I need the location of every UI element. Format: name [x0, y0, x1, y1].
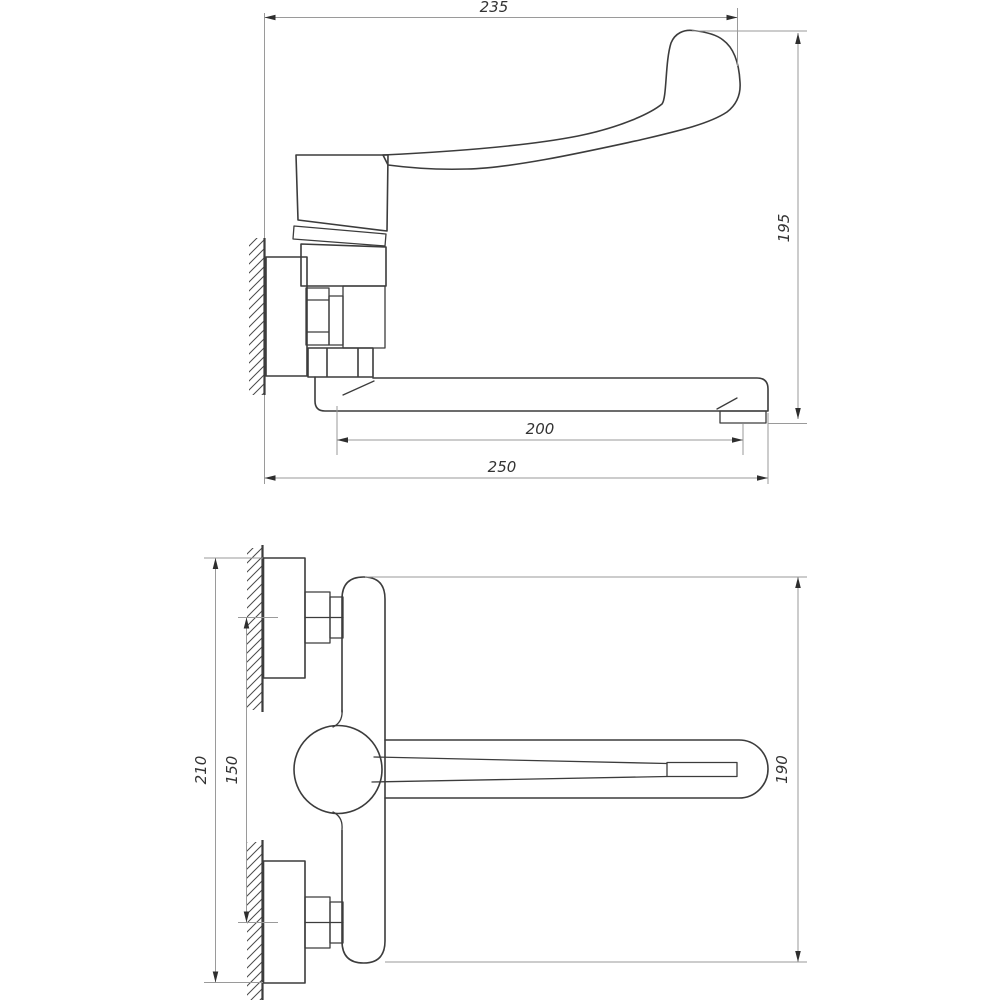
front-view — [192, 545, 807, 1000]
dimension-label-195: 195 — [775, 213, 793, 243]
body-circle-fillets — [333, 710, 342, 829]
dimension-label-190: 190 — [773, 755, 791, 784]
dimension-200 — [337, 406, 743, 455]
dimension-195 — [692, 31, 807, 424]
wall-hatch-lower — [247, 842, 263, 1000]
faucet-body — [342, 577, 385, 963]
dimension-190 — [365, 577, 807, 962]
inlet-connector-lower — [305, 897, 343, 948]
aerator — [720, 411, 766, 423]
spout — [315, 377, 768, 411]
spout-nut — [308, 348, 373, 377]
side-view — [249, 0, 807, 484]
spout-bend-creases — [343, 381, 737, 409]
wall-hatch — [249, 238, 265, 395]
dimension-label-235: 235 — [479, 0, 509, 16]
handle-lever-front — [372, 757, 737, 782]
dimension-label-200: 200 — [525, 420, 555, 438]
valve-body — [343, 286, 385, 348]
dimension-235 — [265, 0, 738, 238]
valve-body-step-2 — [329, 296, 343, 345]
dimension-label-210: 210 — [192, 755, 210, 785]
valve-body-steps — [306, 288, 329, 345]
wall-hatch-upper — [247, 548, 263, 710]
spout-front — [385, 740, 768, 798]
inlet-connector-upper — [305, 592, 343, 643]
dimension-label-250: 250 — [487, 458, 517, 476]
cartridge-dome — [294, 726, 382, 814]
dimension-label-150: 150 — [223, 755, 241, 785]
handle-holder — [296, 155, 388, 231]
valve-body-top — [301, 244, 386, 286]
handle-lever — [383, 30, 740, 169]
